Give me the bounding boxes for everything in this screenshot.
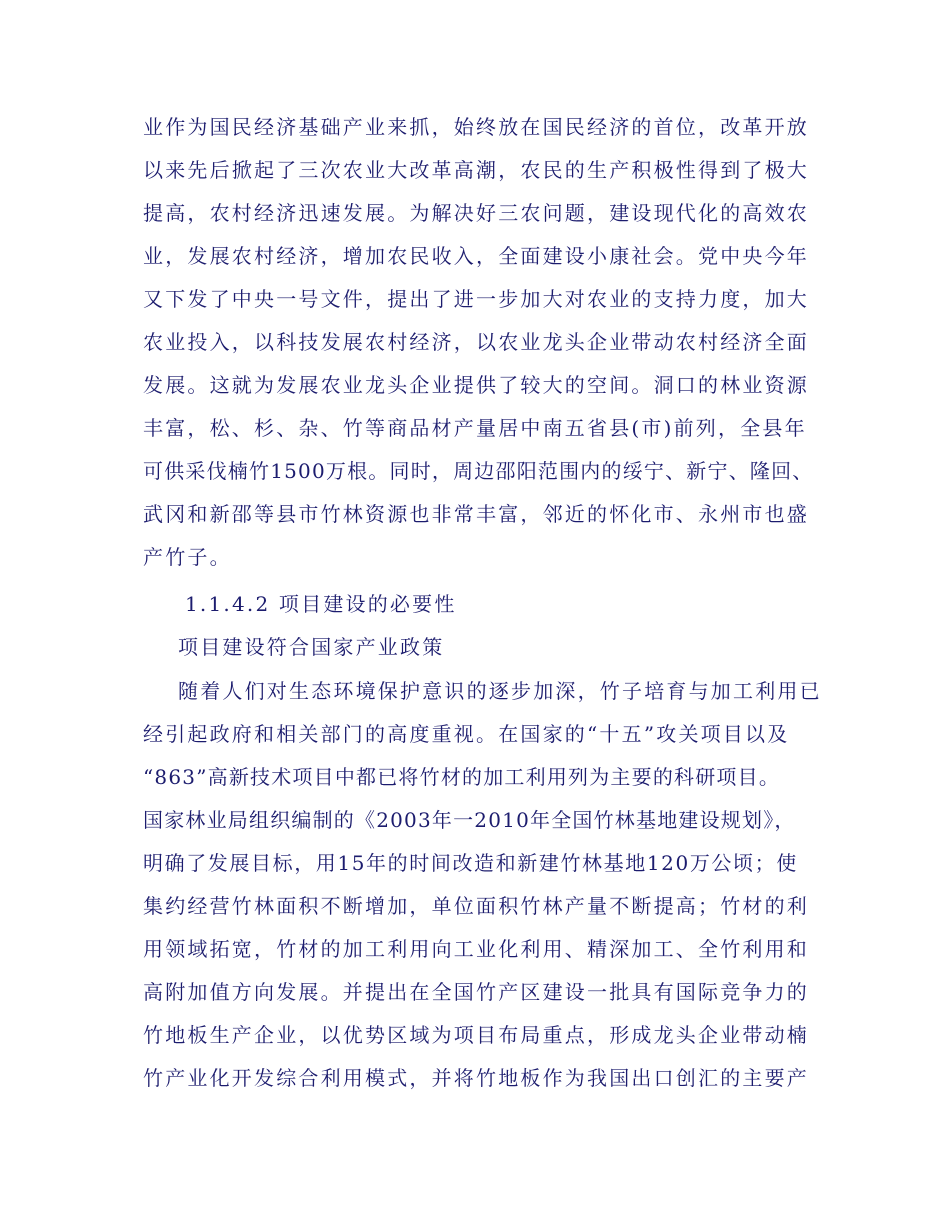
body-text-line: 明确了发展目标，用15年的时间改造和新建竹林基地120万公顷；使: [143, 851, 798, 875]
body-text-line: 发展。这就为发展农业龙头企业提供了较大的空间。洞口的林业资源: [143, 373, 809, 397]
body-text-line: 可供采伐楠竹1500万根。同时，周边邵阳范围内的绥宁、新宁、隆回、: [143, 459, 814, 483]
body-text-line: 业作为国民经济基础产业来抓，始终放在国民经济的首位，改革开放: [143, 115, 809, 139]
body-text-line: 产竹子。: [143, 545, 232, 569]
body-text-line: 经引起政府和相关部门的高度重视。在国家的“十五”攻关项目以及: [143, 722, 790, 746]
body-text-line: 竹产业化开发综合利用模式，并将竹地板作为我国出口创汇的主要产: [143, 1066, 809, 1090]
body-text-line: 以来先后掀起了三次农业大改革高潮，农民的生产积极性得到了极大: [143, 158, 809, 182]
body-text-line: “863”高新技术项目中都已将竹材的加工利用列为主要的科研项目。: [143, 765, 781, 789]
body-text-line: 国家林业局组织编制的《2003年一2010年全国竹林基地建设规划》，: [143, 808, 796, 832]
body-text-line: 集约经营竹林面积不断增加，单位面积竹林产量不断提高；竹材的利: [143, 894, 809, 918]
body-text-line: 竹地板生产企业，以优势区域为项目布局重点，形成龙头企业带动楠: [143, 1023, 809, 1047]
body-text-line: 农业投入，以科技发展农村经济，以农业龙头企业带动农村经济全面: [143, 330, 809, 354]
body-text-line: 武冈和新邵等县市竹林资源也非常丰富，邻近的怀化市、永州市也盛: [143, 502, 809, 526]
body-text-line: 提高，农村经济迅速发展。为解决好三农问题，建设现代化的高效农: [143, 201, 809, 225]
section-heading: 1.1.4.2 项目建设的必要性: [185, 592, 457, 616]
body-text-line: 随着人们对生态环境保护意识的逐步加深，竹子培育与加工利用已: [178, 679, 822, 703]
body-text-line: 又下发了中央一号文件，提出了进一步加大对农业的支持力度，加大: [143, 287, 809, 311]
subsection-heading: 项目建设符合国家产业政策: [178, 635, 445, 659]
body-text-line: 高附加值方向发展。并提出在全国竹产区建设一批具有国际竞争力的: [143, 980, 809, 1004]
body-text-line: 丰富，松、杉、杂、竹等商品材产量居中南五省县(市)前列，全县年: [143, 416, 807, 440]
body-text-line: 业，发展农村经济，增加农民收入，全面建设小康社会。党中央今年: [143, 244, 809, 268]
body-text-line: 用领域拓宽，竹材的加工利用向工业化利用、精深加工、全竹利用和: [143, 937, 809, 961]
